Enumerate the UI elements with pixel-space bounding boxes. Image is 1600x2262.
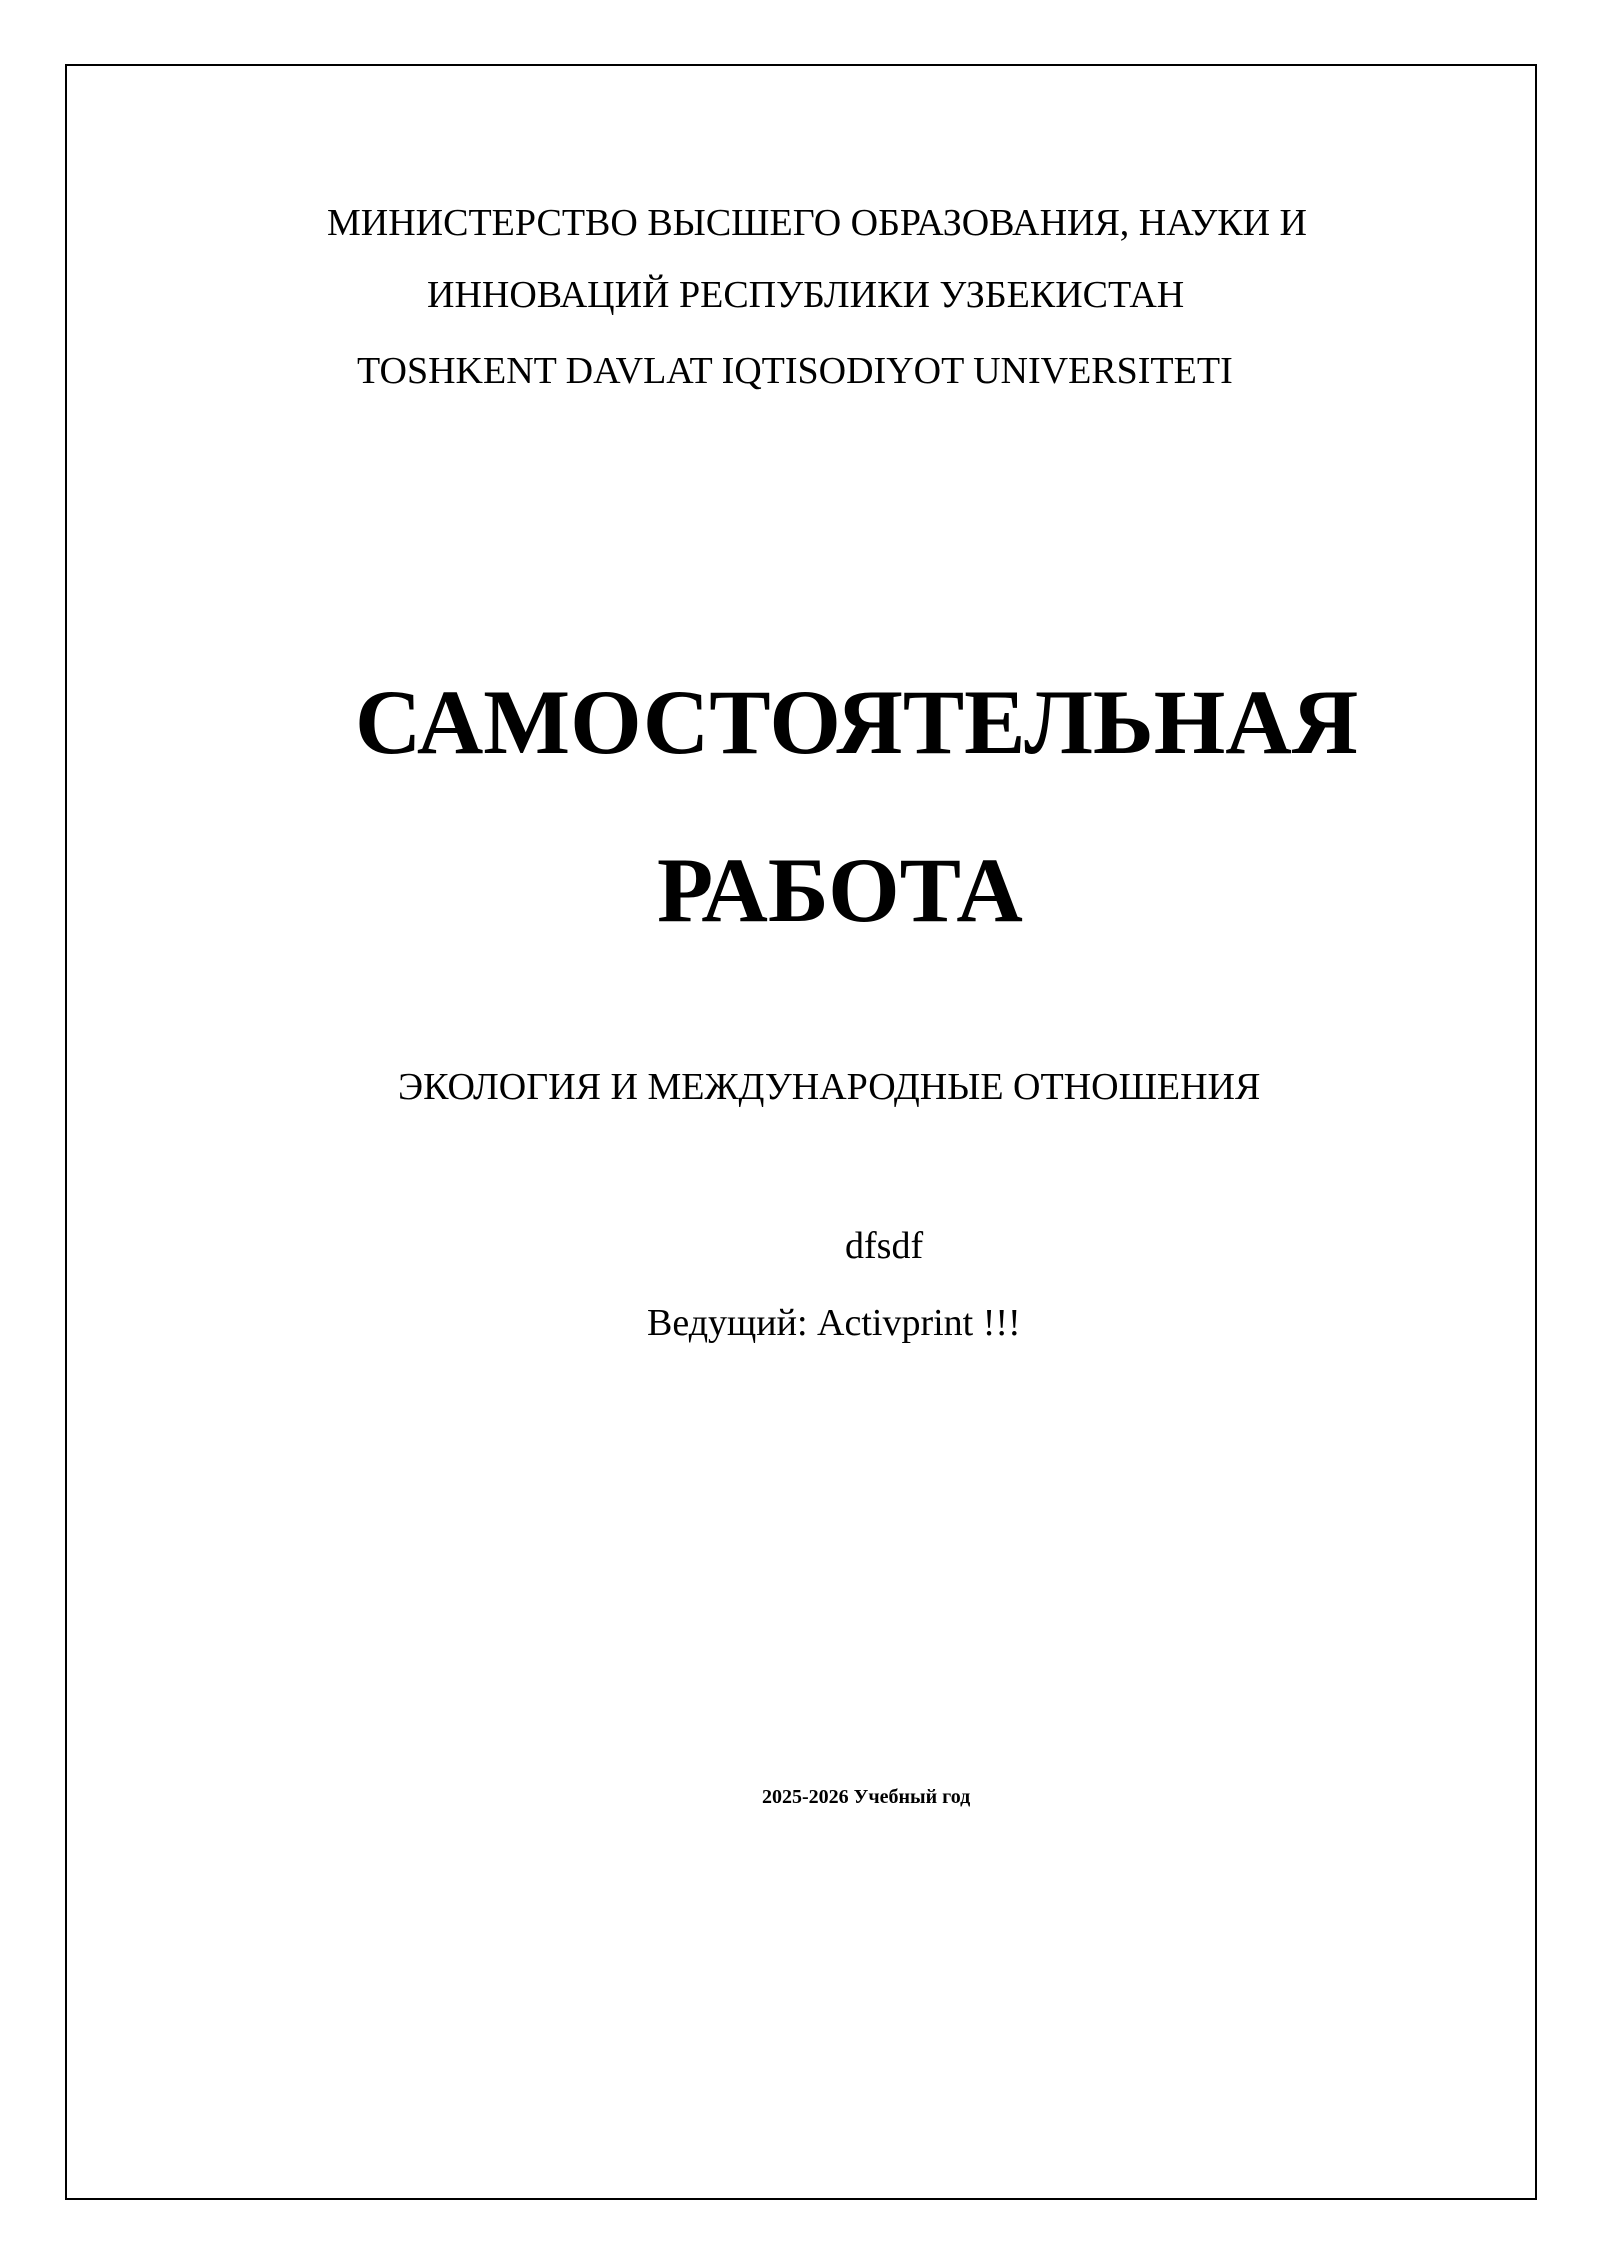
university-name: TOSHKENT DAVLAT IQTISODIYOT UNIVERSITETI [357, 350, 1233, 392]
academic-year: 2025-2026 Учебный год [762, 1786, 971, 1808]
subject-title: ЭКОЛОГИЯ И МЕЖДУНАРОДНЫЕ ОТНОШЕНИЯ [398, 1066, 1261, 1108]
document-title-line-1: САМОСТОЯТЕЛЬНАЯ [355, 671, 1359, 773]
document-title-line-2: РАБОТА [657, 839, 1023, 941]
author-name: dfsdf [845, 1225, 924, 1267]
supervisor-name: Ведущий: Activprint !!! [647, 1302, 1021, 1344]
ministry-line-1: МИНИСТЕРСТВО ВЫСШЕГО ОБРАЗОВАНИЯ, НАУКИ И [327, 202, 1307, 244]
ministry-line-2: ИННОВАЦИЙ РЕСПУБЛИКИ УЗБЕКИСТАН [427, 274, 1185, 316]
